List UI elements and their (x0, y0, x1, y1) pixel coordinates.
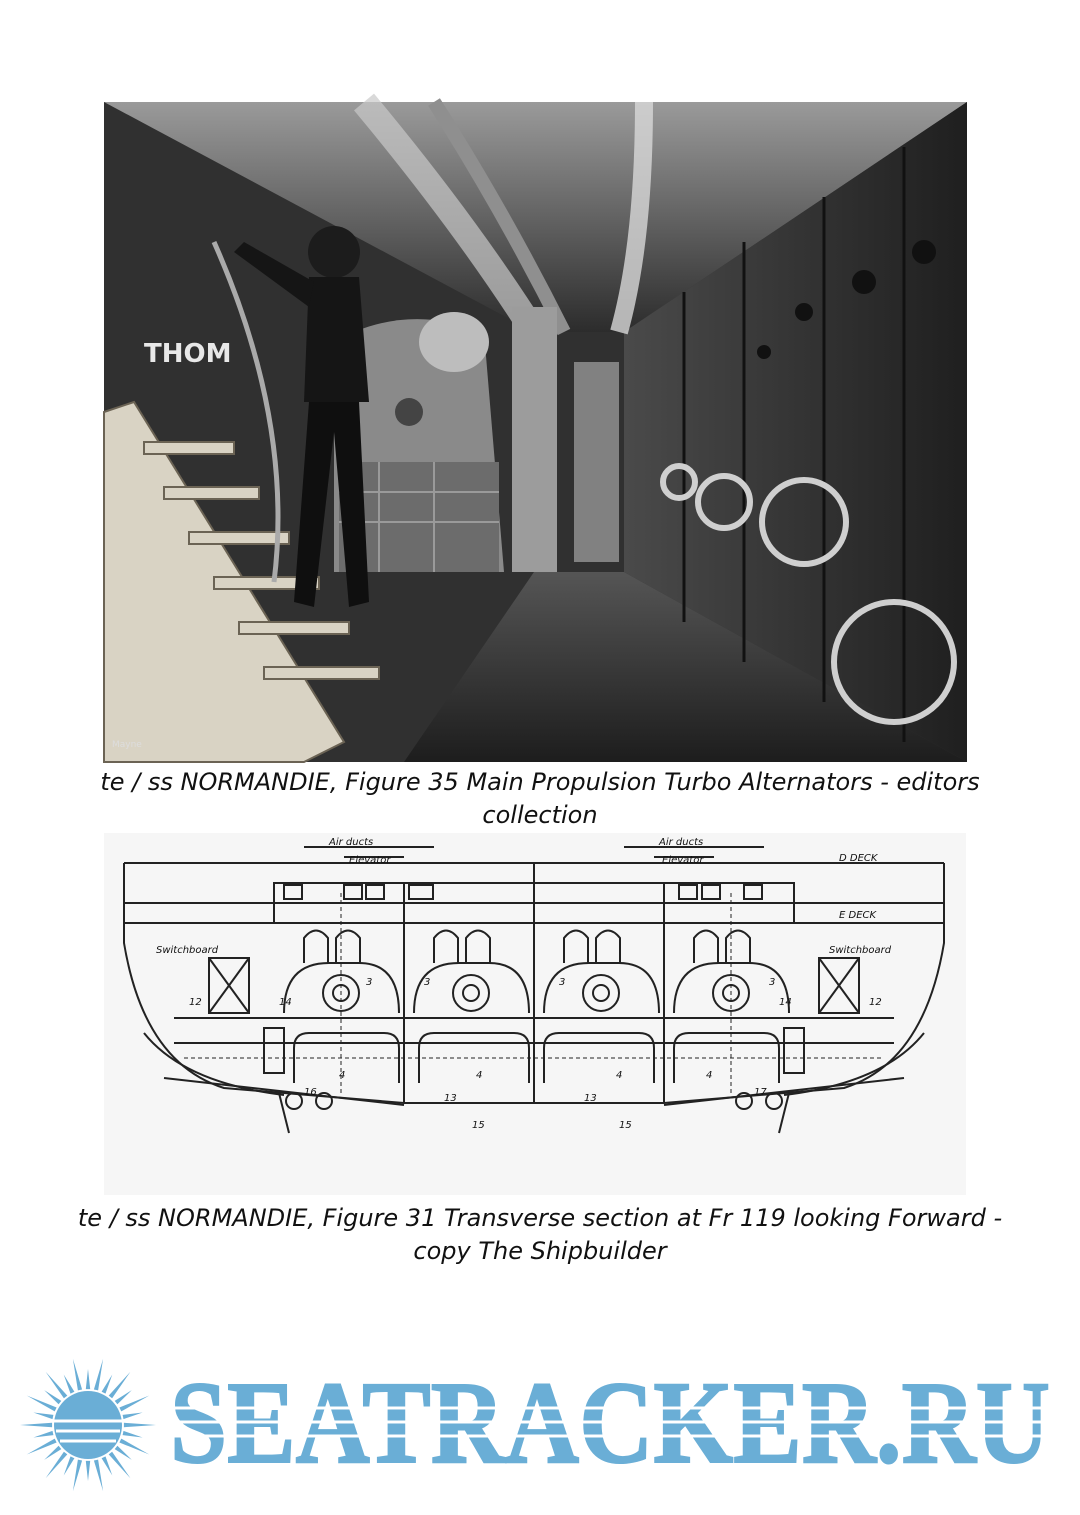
sun-ray (44, 1446, 61, 1460)
callout-12-left: 12 (189, 997, 202, 1008)
photo-plate-text: THOM (144, 339, 232, 369)
sun-ray (124, 1423, 156, 1427)
photo-illustration (104, 102, 967, 762)
elevator-label-right: Elevator (662, 855, 704, 866)
sun-ray (86, 1369, 90, 1389)
callout-14-left: 14 (279, 997, 292, 1008)
sun-logo-icon (18, 1355, 158, 1495)
callout-15-a: 15 (472, 1120, 485, 1131)
seatracker-logo (170, 1357, 1070, 1488)
callout-13-a: 13 (444, 1093, 457, 1104)
sun-ray (64, 1456, 75, 1475)
callout-14-right: 14 (779, 997, 792, 1008)
callout-15-b: 15 (619, 1120, 632, 1131)
callout-3-c: 3 (559, 977, 566, 988)
e-deck-label: E DECK (839, 910, 877, 921)
figure-31-caption: te / ss NORMANDIE, Figure 31 Transverse section at Fr 119 looking Forward - copy The Shipbuilder (77, 1204, 1003, 1265)
d-deck-label: D DECK (839, 853, 878, 864)
sun-ray (20, 1423, 52, 1427)
callout-4-a: 4 (339, 1070, 346, 1081)
sun-ray (102, 1456, 113, 1475)
sun-ray (64, 1375, 75, 1394)
sun-ray (33, 1431, 53, 1438)
sun-ray (115, 1446, 132, 1460)
photo-corner-note: Mayne (112, 740, 142, 750)
callout-12-right: 12 (869, 997, 882, 1008)
sun-ray (86, 1461, 90, 1481)
air-ducts-label-left: Air ducts (329, 837, 374, 848)
sun-ray (33, 1413, 53, 1420)
sun-ray (94, 1460, 103, 1492)
callout-4-c: 4 (616, 1070, 623, 1081)
callout-16: 16 (304, 1087, 317, 1098)
transverse-section-drawing (104, 833, 966, 1195)
sun-ray (73, 1460, 82, 1492)
switchboard-label-right: Switchboard (829, 945, 892, 956)
callout-4-d: 4 (706, 1070, 713, 1081)
callout-4-b: 4 (476, 1070, 483, 1081)
sun-ray (44, 1390, 61, 1404)
logo-wordmark: SEATRACKER.RU (170, 1357, 1050, 1488)
sun-ray (102, 1375, 113, 1394)
turbo-alternator-photo (104, 102, 967, 762)
elevator-label-left: Elevator (349, 855, 391, 866)
section-illustration (104, 833, 966, 1195)
callout-3-d: 3 (769, 977, 776, 988)
sun-ray (123, 1431, 143, 1438)
figure-35-caption: te / ss NORMANDIE, Figure 35 Main Propulsion Turbo Alternators - editors collection (100, 768, 980, 829)
switchboard-label-left: Switchboard (156, 945, 219, 956)
callout-17: 17 (754, 1087, 767, 1098)
sun-ray (115, 1390, 132, 1404)
sun-ray (94, 1359, 103, 1391)
callout-13-b: 13 (584, 1093, 597, 1104)
sun-ray (73, 1359, 82, 1391)
callout-3-a: 3 (366, 977, 373, 988)
callout-3-b: 3 (424, 977, 431, 988)
air-ducts-label-right: Air ducts (659, 837, 704, 848)
sun-ray (123, 1413, 143, 1420)
